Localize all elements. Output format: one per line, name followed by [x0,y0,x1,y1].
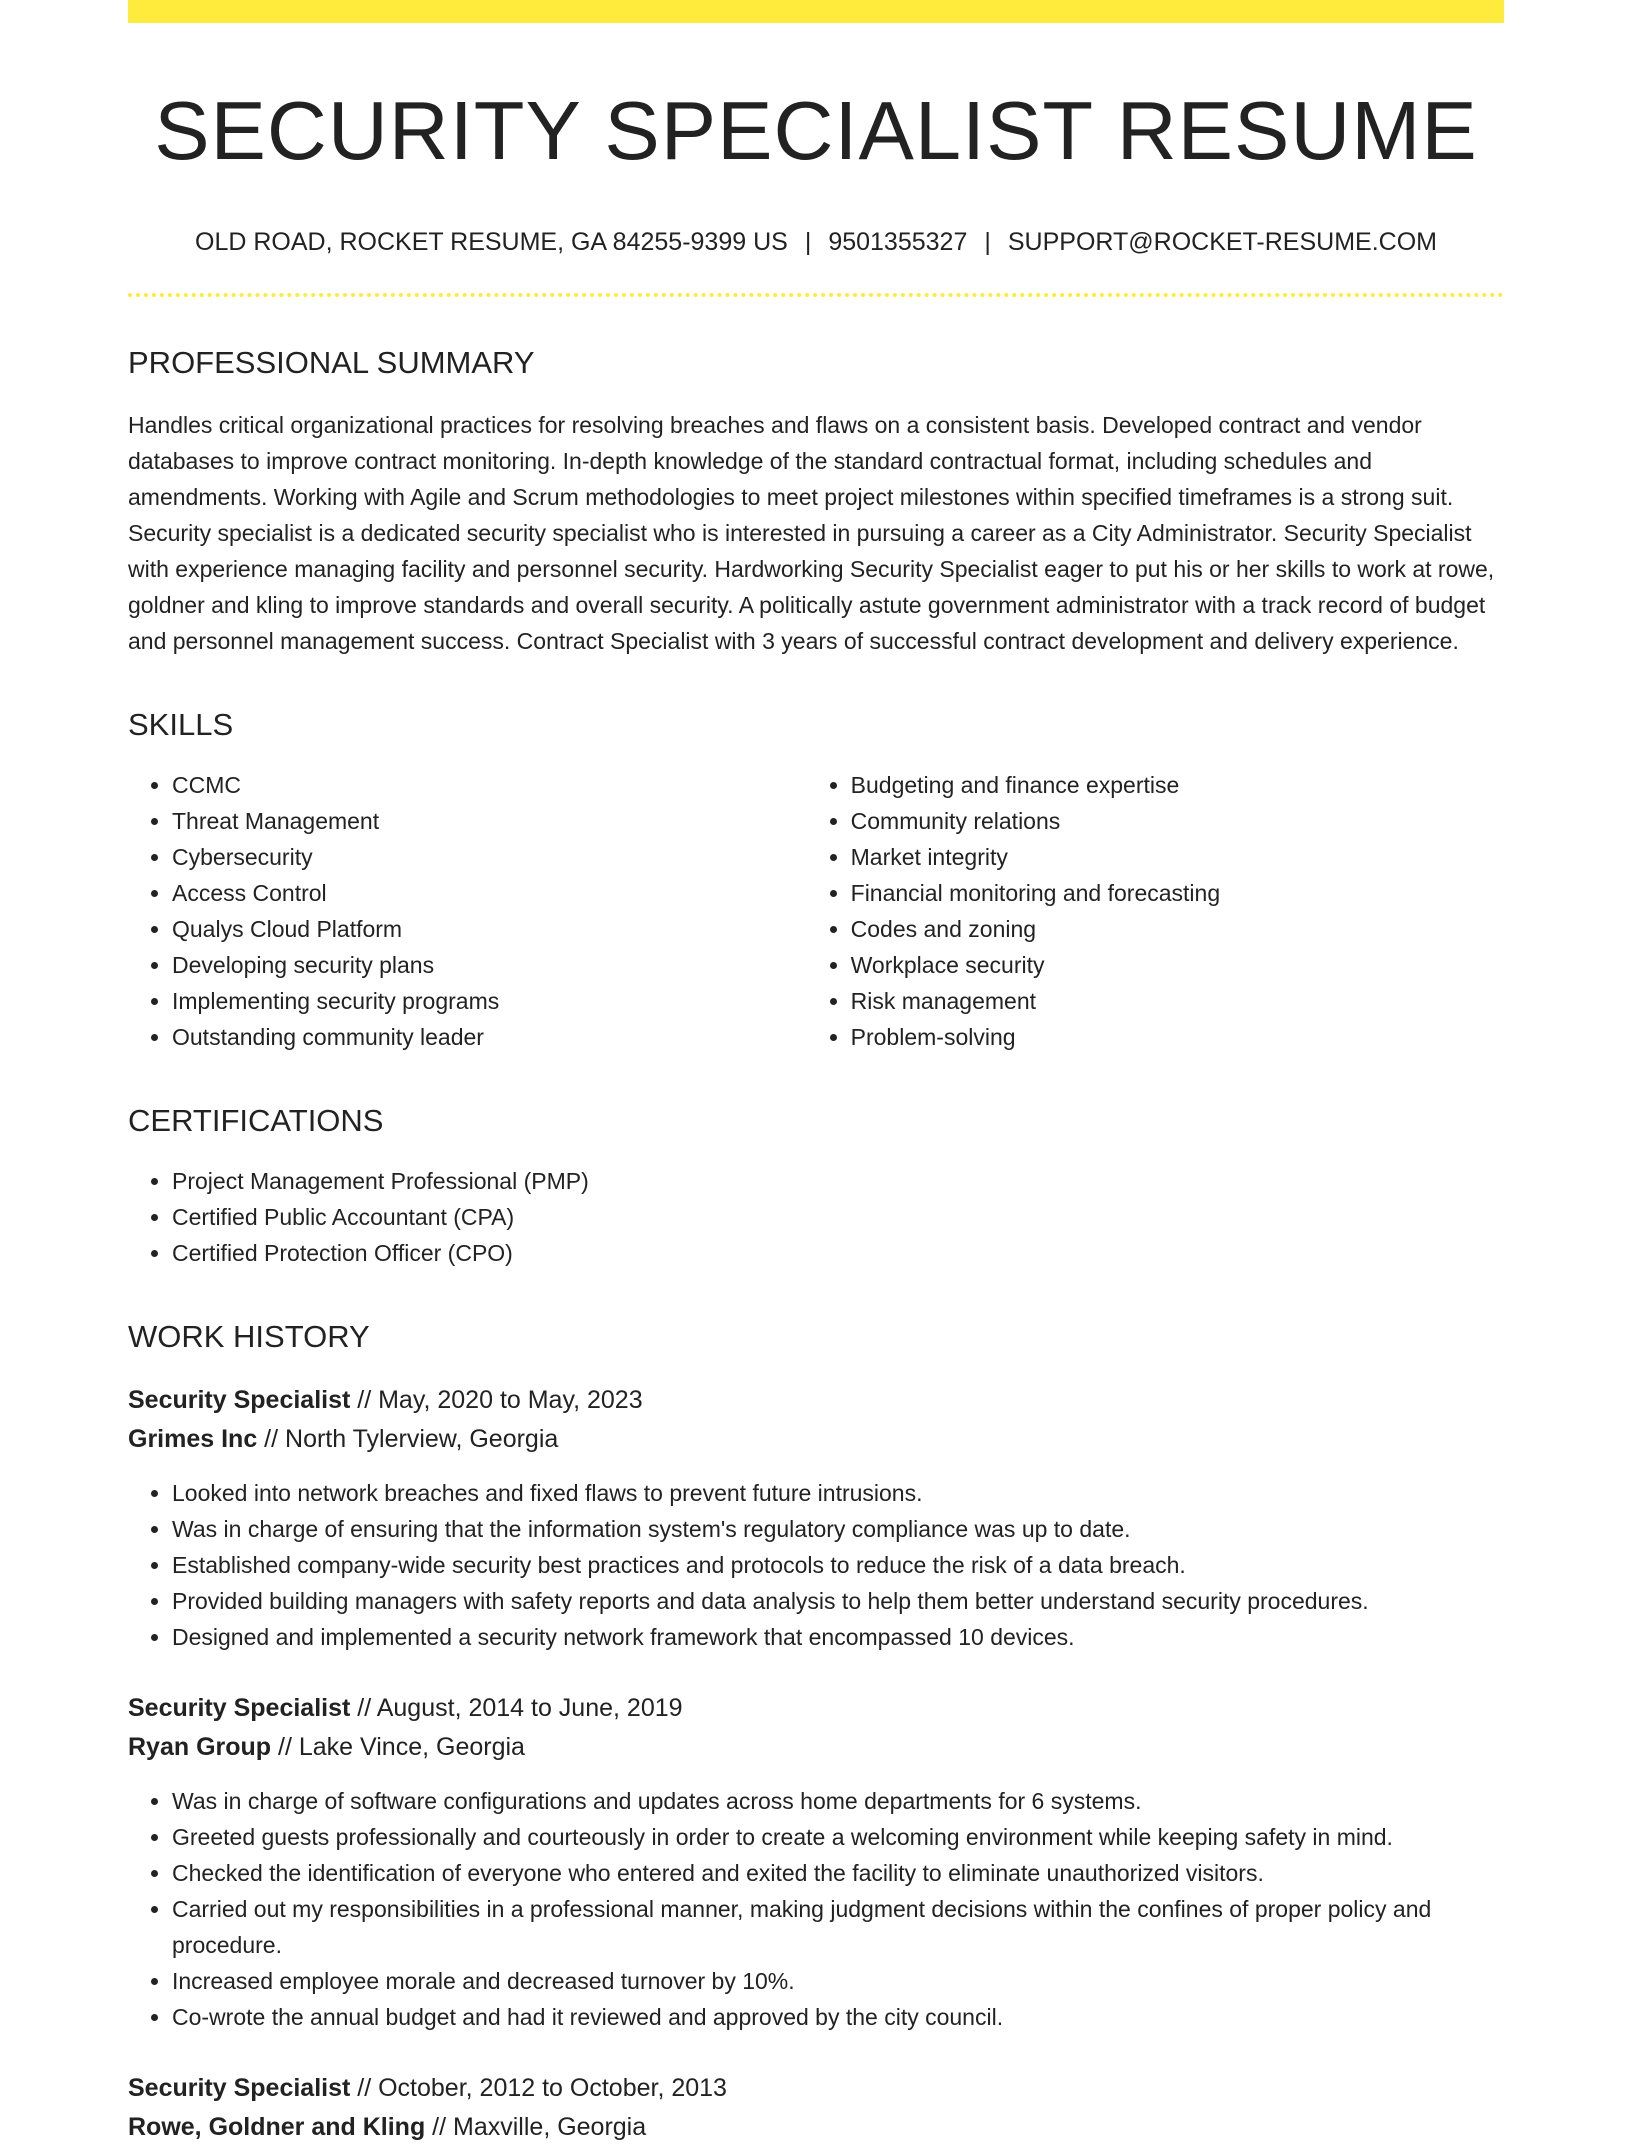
skill-item: • Access Control [172,875,807,911]
certifications-list [128,1163,1504,1271]
job-dates: // May, 2020 to May, 2023 [350,1386,643,1415]
resume-title: SECURITY SPECIALIST RESUME [154,84,1478,177]
job-role-line [128,2069,1504,2108]
contact-line [128,228,1504,257]
skills-list-right [807,767,1504,1055]
section-title-work-history: WORK HISTORY [128,1319,370,1355]
work-history-section [128,1319,1504,2147]
job-bullet: • Greeted guests professionally and courteously in order to create a welcoming environment while keeping safety in mind. [172,1819,1504,1855]
job-bullet: • Established company-wide security best practices and protocols to reduce the risk of a data breach. [172,1547,1504,1583]
phone: 9501355327 [828,228,968,257]
job-dates: // October, 2012 to October, 2013 [350,2074,727,2103]
job-company-line [128,1728,1504,1767]
job-bullet: • Designed and implemented a security network framework that encompassed 10 devices. [172,1619,1504,1655]
job-role: Security Specialist [128,2074,351,2103]
job-entry [128,2069,1504,2147]
section-title-summary: PROFESSIONAL SUMMARY [128,345,535,381]
skill-item: • Cybersecurity [172,839,807,875]
job-role: Security Specialist [128,1694,351,1723]
job-role: Security Specialist [128,1386,351,1415]
skill-item: • Workplace security [851,947,1504,983]
resume-page [128,0,1504,2147]
job-company: Grimes Inc [128,1425,258,1454]
job-bullet: • Increased employee morale and decreased turnover by 10%. [172,1963,1504,1999]
job-location: // North Tylerview, Georgia [257,1425,559,1454]
skill-item: • Threat Management [172,803,807,839]
job-bullet: • Carried out my responsibilities in a professional manner, making judgment decisions within the confines of proper policy and procedure. [172,1891,1504,1963]
summary-section [128,345,1504,659]
job-bullet: • Co-wrote the annual budget and had it reviewed and approved by the city council. [172,1999,1504,2035]
separator: | [984,228,991,257]
skills-list-left [128,767,807,1055]
certification-item: • Certified Public Accountant (CPA) [172,1199,1504,1235]
job-company-line [128,2108,1504,2147]
job-role-line [128,1689,1504,1728]
summary-text: Handles critical organizational practices for resolving breaches and flaws on a consistent basis. Developed contract and vendor databases to improve contract monitoring. In-depth knowledge of the standard contractual format, including schedules and amendments. Working with Agile and Scrum methodologies to meet project milestones within specified timeframes is a strong suit. Security specialist is a dedicated security specialist who is interested in pursuing a career as a City Administrator. Security Specialist with experience managing facility and personnel security. Hardworking Security Specialist eager to put his or her skills to work at rowe, goldner and kling to improve standards and overall security. A politically astute government administrator with a track record of budget and personnel management success. Contract Specialist with 3 years of successful contract development and delivery experience. [128,412,1495,655]
job-bullet: • Looked into network breaches and fixed flaws to prevent future intrusions. [172,1475,1504,1511]
skill-item: • Problem-solving [851,1019,1504,1055]
address: OLD ROAD, ROCKET RESUME, GA 84255-9399 US [195,228,788,257]
skill-item: • Qualys Cloud Platform [172,911,807,947]
skill-item: • Implementing security programs [172,983,807,1019]
job-company: Rowe, Goldner and Kling [128,2113,426,2142]
job-entry [128,1689,1504,2035]
accent-bar [128,0,1504,23]
job-entry [128,1381,1504,1655]
job-bullet: • Provided building managers with safety reports and data analysis to help them better understand security procedures. [172,1583,1504,1619]
skill-item: • Codes and zoning [851,911,1504,947]
separator: | [804,228,812,257]
skill-item: • CCMC [172,767,807,803]
job-location: // Lake Vince, Georgia [271,1733,525,1762]
dotted-divider [128,293,1504,297]
skill-item: • Developing security plans [172,947,807,983]
skills-columns [128,743,1504,1055]
skill-item: • Outstanding community leader [172,1019,807,1055]
job-bullet: • Checked the identification of everyone who entered and exited the facility to eliminate unauthorized visitors. [172,1855,1504,1891]
skill-item: • Market integrity [851,839,1504,875]
job-dates: // August, 2014 to June, 2019 [350,1694,683,1723]
skill-item: • Financial monitoring and forecasting [851,875,1504,911]
job-bullets [128,1783,1504,2035]
certification-item: • Project Management Professional (PMP) [172,1163,1504,1199]
skills-section [128,707,1504,1055]
job-bullet: • Was in charge of ensuring that the information system's regulatory compliance was up to date. [172,1511,1504,1547]
section-title-certifications: CERTIFICATIONS [128,1103,384,1139]
certification-item: • Certified Protection Officer (CPO) [172,1235,1504,1271]
skill-item: • Risk management [851,983,1504,1019]
section-title-skills: SKILLS [128,707,234,743]
email: SUPPORT@ROCKET-RESUME.COM [1007,228,1437,257]
job-company: Ryan Group [128,1733,272,1762]
job-role-line [128,1381,1504,1420]
job-bullets [128,1475,1504,1655]
certifications-section [128,1103,1504,1271]
job-bullet: • Was in charge of software configurations and updates across home departments for 6 systems. [172,1783,1504,1819]
job-location: // Maxville, Georgia [425,2113,647,2142]
skill-item: • Budgeting and finance expertise [851,767,1504,803]
skill-item: • Community relations [851,803,1504,839]
job-company-line [128,1420,1504,1459]
